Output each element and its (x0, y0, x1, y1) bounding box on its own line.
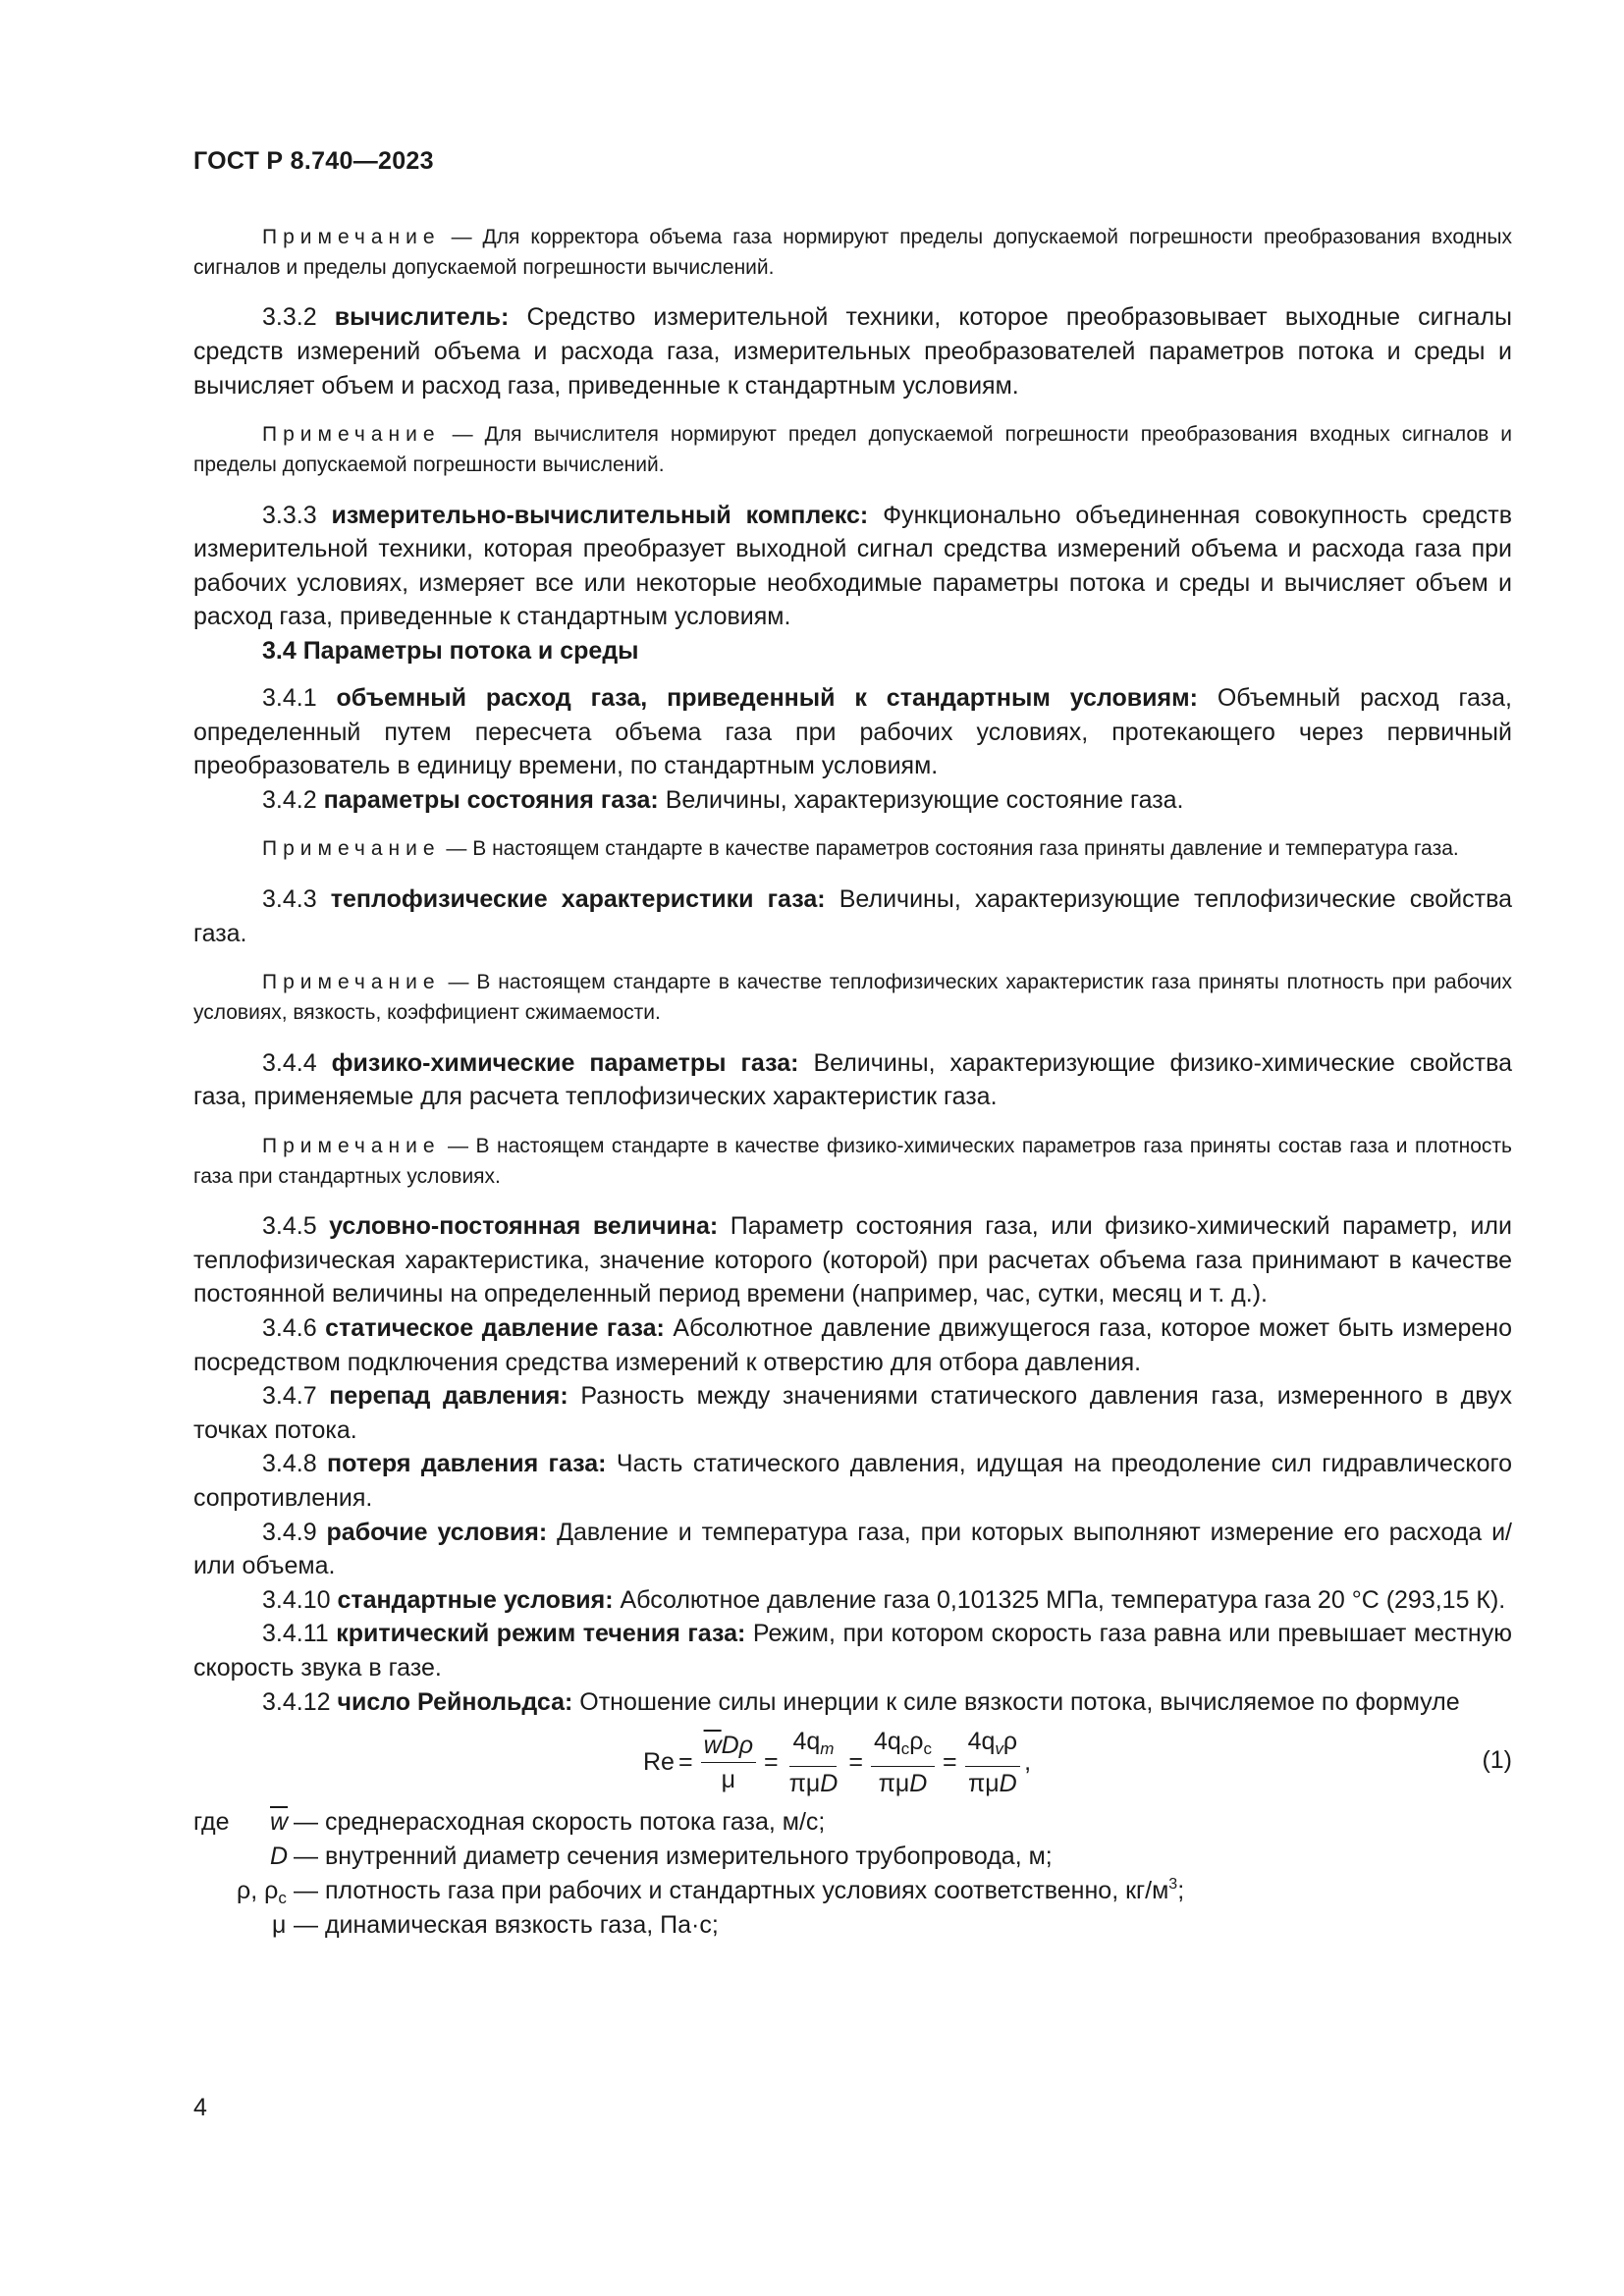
reynolds-formula: Re = $\frac{\overline{w}D\rho}{\mu}$ = $\frac{4q_m}{\text{πμD}}$ = $\frac{4q_с\rho_с}{\text{πμD}}$ = $\frac{4q_v\rho}{\text{πμD}}$ , (1) (643, 1728, 1512, 1798)
fraction: $\frac{4q_m}{\text{πμD}}$ (788, 1728, 839, 1798)
term: условно-постоянная величина: (329, 1212, 719, 1241)
clause-3-4-11: 3.4.11 критический режим течения газа: Режим, при котором скорость газа равна или превышает местную скорость звука в газе. (193, 1620, 1512, 1682)
document-header: ГОСТ Р 8.740—2023 (193, 147, 434, 175)
note-label: Примечание (262, 971, 441, 994)
clause-3-3-3: 3.3.3 измерительно-вычислительный комплекс: Функционально объединенная совокупность средств измерительной техники, которая преобразует выходной сигнал средства измерений объема и расхода газа при рабочих условиях, измеряет все или некоторые необходимые параметры потока и среды и вычисляет объем и расход газа, приведенные к стандартным условиям. (193, 501, 1512, 631)
fraction: $\frac{\overline{w}D\rho}{\mu}$ (701, 1731, 756, 1794)
note-label: Примечание (262, 423, 441, 447)
clause-3-4-4: 3.4.4 физико-химические параметры газа: Величины, характеризующие физико-химические свойства газа, применяемые для расчета теплофизических характеристик газа. (193, 1048, 1513, 1111)
clause-3-4-10: 3.4.10 стандартные условия: Абсолютное давление газа 0,101325 МПа, температура газа 20 °С (293,15 К). (262, 1585, 1506, 1614)
term: статическое давление газа: (325, 1314, 665, 1343)
clause-3-4-1: 3.4.1 объемный расход газа, приведенный к стандартным условиям: Объемный расход газа, определенный путем пересчета объема газа при рабочих условиях, протекающего через первичный преобразователь в единицу времени, по стандартным условиям. (193, 683, 1512, 780)
term: измерительно-вычислительный комплекс: (331, 501, 869, 529)
definition-row: где $\overline{w}$ — среднерасходная скорость потока газа, м/с; (193, 1805, 1512, 1840)
clause-3-4-6: 3.4.6 статическое давление газа: Абсолютное давление движущегося газа, которое может быть измерено посредством подключения средства измерений к отверстию для отбора давления. (193, 1314, 1512, 1376)
term: параметры состояния газа: (323, 785, 659, 814)
term: стандартные условия: (337, 1585, 614, 1614)
note-block: Примечание — Для корректора объема газа нормируют пределы допускаемой погрешности преобразования входных сигналов и пределы допускаемой погрешности вычислений. (193, 226, 1512, 279)
term: рабочие условия: (326, 1518, 548, 1546)
formula-number: (1) (1482, 1746, 1512, 1775)
document-body (193, 223, 1512, 1943)
definition-row: μ — динамическая вязкость газа, Па·с; (272, 1911, 719, 1940)
clause-3-4-8: 3.4.8 потеря давления газа: Часть статического давления, идущая на преодоление сил гидравлического сопротивления. (193, 1450, 1513, 1512)
fraction: $\frac{4q_v\rho}{\text{πμD}}$ (965, 1727, 1021, 1798)
term: число Рейнольдса: (337, 1687, 573, 1716)
note-label: Примечание (262, 837, 441, 861)
term: перепад давления: (329, 1382, 568, 1411)
term: критический режим течения газа: (336, 1620, 746, 1648)
term: физико-химические параметры газа: (331, 1048, 799, 1077)
note-block: Примечание — В настоящем стандарте в качестве теплофизических характеристик газа приняты плотность при рабочих условиях, вязкость, коэффициент сжимаемости. (193, 971, 1513, 1024)
clause-3-4-7: 3.4.7 перепад давления: Разность между значениями статического давления газа, измеренного в двух точках потока. (193, 1382, 1512, 1444)
clause-3-3-2: 3.3.2 вычислитель: Средство измерительной техники, которое преобразовывает выходные сигналы средств измерений объема и расхода газа, измерительных преобразователей параметров потока и среды и вычисляет объем и расход газа, приведенные к стандартным условиям. (193, 303, 1512, 400)
clause-3-4-12: 3.4.12 число Рейнольдса: Отношение силы инерции к силе вязкости потока, вычисляемое по формуле (262, 1687, 1460, 1716)
term: потеря давления газа: (327, 1450, 607, 1478)
note-label: Примечание (262, 1134, 441, 1157)
clause-3-4-9: 3.4.9 рабочие условия: Давление и температура газа, при которых выполняют измерение его расхода и/или объема. (193, 1518, 1512, 1580)
clause-3-4-3: 3.4.3 теплофизические характеристики газа: Величины, характеризующие теплофизические свойства газа. (193, 885, 1512, 947)
clause-3-4-2: 3.4.2 параметры состояния газа: Величины, характеризующие состояние газа. (262, 785, 1184, 814)
fraction: $\frac{4q_с\rho_с}{\text{πμD}}$ (871, 1727, 935, 1798)
where-word: где (193, 1808, 230, 1837)
note-block: Примечание — Для вычислителя нормируют предел допускаемой погрешности преобразования входных сигналов и пределы допускаемой погрешности вычислений. (193, 423, 1512, 476)
term: теплофизические характеристики газа: (330, 885, 826, 914)
definition-row: ρ, $\rho_с$ — плотность газа при рабочих и стандартных условиях соответственно, $кг/м^3$; (237, 1876, 1185, 1908)
formula-lhs: Re (643, 1748, 675, 1777)
section-heading: 3.4 Параметры потока и среды (262, 636, 639, 665)
term: объемный расход газа, приведенный к стандартным условиям: (336, 683, 1198, 712)
clause-3-4-5: 3.4.5 условно-постоянная величина: Параметр состояния газа, или физико-химический параметр, или теплофизическая характеристика, значение которого (которой) при расчетах объема газа принимают в качестве постоянной величины на определенный период времени (например, час, сутки, месяц и т. д.). (193, 1212, 1512, 1308)
page-number: 4 (193, 2094, 207, 2121)
note-block: Примечание — В настоящем стандарте в качестве параметров состояния газа приняты давление и температура газа. (262, 837, 1459, 861)
note-label: Примечание (262, 226, 441, 248)
term: вычислитель: (334, 303, 510, 332)
note-block: Примечание — В настоящем стандарте в качестве физико-химических параметров газа приняты состав газа и плотность газа при стандартных условиях. (193, 1134, 1512, 1188)
definition-row: D — внутренний диаметр сечения измерительного трубопровода, м; (270, 1842, 1053, 1871)
symbol-definitions (193, 1805, 1512, 1943)
